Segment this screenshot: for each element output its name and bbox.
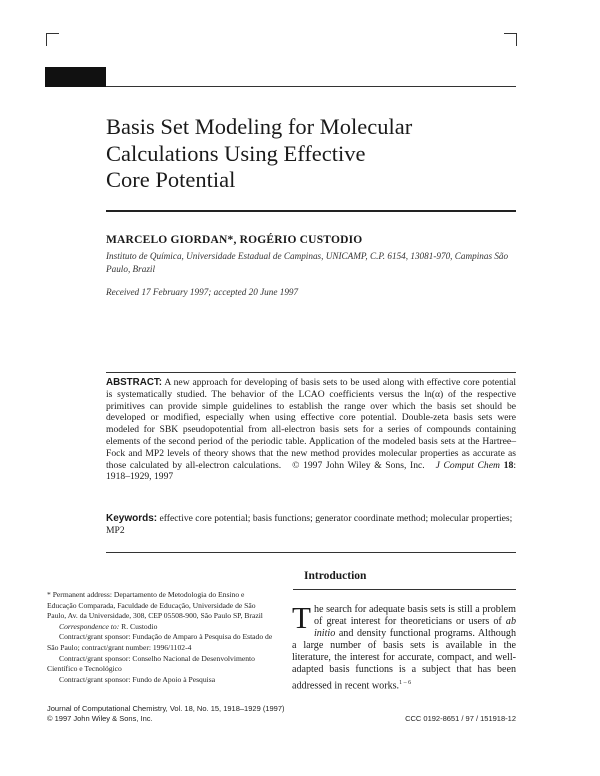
affiliation: Instituto de Química, Universidade Estadual de Campinas, UNICAMP, C.P. 6154, 13081-970, Campinas São Paulo, Brazil [106, 251, 509, 274]
introduction-body [292, 600, 516, 692]
drop-cap: T [292, 600, 311, 635]
keywords-text: effective core potential; basis functions; generator coordinate method; molecular properties; MP2 [106, 513, 513, 536]
intro-refs: 1 – 6 [399, 679, 412, 686]
abstract-rule [106, 372, 516, 373]
citation-pages: : 1918–1929, 1997 [106, 459, 517, 483]
title-line-3: Core Potential [106, 167, 236, 192]
keywords-label: Keywords: [106, 513, 158, 524]
ccc-code: CCC 0192-8651 / 97 / 151918-12 [405, 714, 516, 723]
abstract-label: ABSTRACT: [106, 377, 163, 388]
journal-line-1: Journal of Computational Chemistry, Vol. 18, No. 15, 1918–1929 (1997) [47, 704, 285, 713]
paper-title [106, 114, 526, 194]
correspondence-name: R. Custodio [119, 621, 158, 631]
keywords [106, 513, 516, 537]
introduction-rule [293, 589, 516, 590]
header-rule [106, 86, 516, 87]
intro-text-1: he search for adequate basis sets is still a problem of great interest for theoreticians or users of [313, 604, 516, 628]
journal-line-2: © 1997 John Wiley & Sons, Inc. [47, 714, 153, 723]
authors: MARCELO GIORDAN*, ROGÉRIO CUSTODIO [106, 234, 363, 246]
abstract-copyright: © 1997 John Wiley & Sons, Inc. [292, 459, 425, 471]
correspondence-label: Correspondence to: [59, 621, 120, 631]
header-black-bar [45, 67, 106, 87]
journal-footer [47, 704, 285, 724]
citation-volume: 18 [503, 459, 514, 471]
title-rule [106, 210, 516, 212]
title-line-2: Calculations Using Effective [106, 140, 366, 166]
introduction-heading: Introduction [304, 570, 367, 582]
crop-mark-top-right [504, 33, 517, 46]
footnote-grant-2: Contract/grant sponsor: Conselho Nacional de Desenvolvimento Científico e Tecnológico [47, 653, 255, 674]
abstract [106, 377, 516, 483]
keywords-rule [106, 552, 516, 553]
footnote-permanent: * Permanent address: Departamento de Metodologia do Ensino e Educação Comparada, Faculdade de Educação, Universidade de São Paulo, Av. da Universidade, 308, CEP 05508-900, São Paulo SP, Brazil [47, 590, 263, 621]
footnote-correspondence [47, 622, 273, 633]
footnote-grant-3: Contract/grant sponsor: Fundo de Apoio à Pesquisa [59, 674, 216, 684]
title-line-1: Basis Set Modeling for Molecular [106, 114, 413, 139]
footnotes [47, 590, 273, 685]
intro-italic: ab initio [313, 616, 516, 640]
footnote-grant-1: Contract/grant sponsor: Fundação de Amparo à Pesquisa do Estado de São Paulo; contract/grant number: 1996/1102-4 [47, 632, 273, 652]
intro-text-2: and density functional programs. Although a large number of basis sets is available in the literature, the interest for accurate, compact, and well-adapted basis functions is a subject that has been addressed in recent works. [292, 628, 516, 691]
received-dates: Received 17 February 1997; accepted 20 June 1997 [106, 287, 299, 297]
abstract-text: A new approach for developing of basis sets to be used along with effective core potential is systematically studied. The behavior of the LCAO coefficients versus the ln(α) of the respective primitives can provide simple guidelines to establish the range over which the basis set should be developed or modified, especially when using effective core potential. Double-zeta basis sets were modeled for SBK pseudopotential from all-electron basis sets for a series of compounds containing elements of the second period of the periodic table. Application of the modeled basis sets at the Hartree–Fock and MP2 levels of theory shows that the new method provides molecular properties as accurate as those calculated by all-electron calculations. [106, 377, 516, 471]
citation-journal: J Comput Chem [435, 459, 500, 471]
crop-mark-top-left [46, 33, 59, 46]
